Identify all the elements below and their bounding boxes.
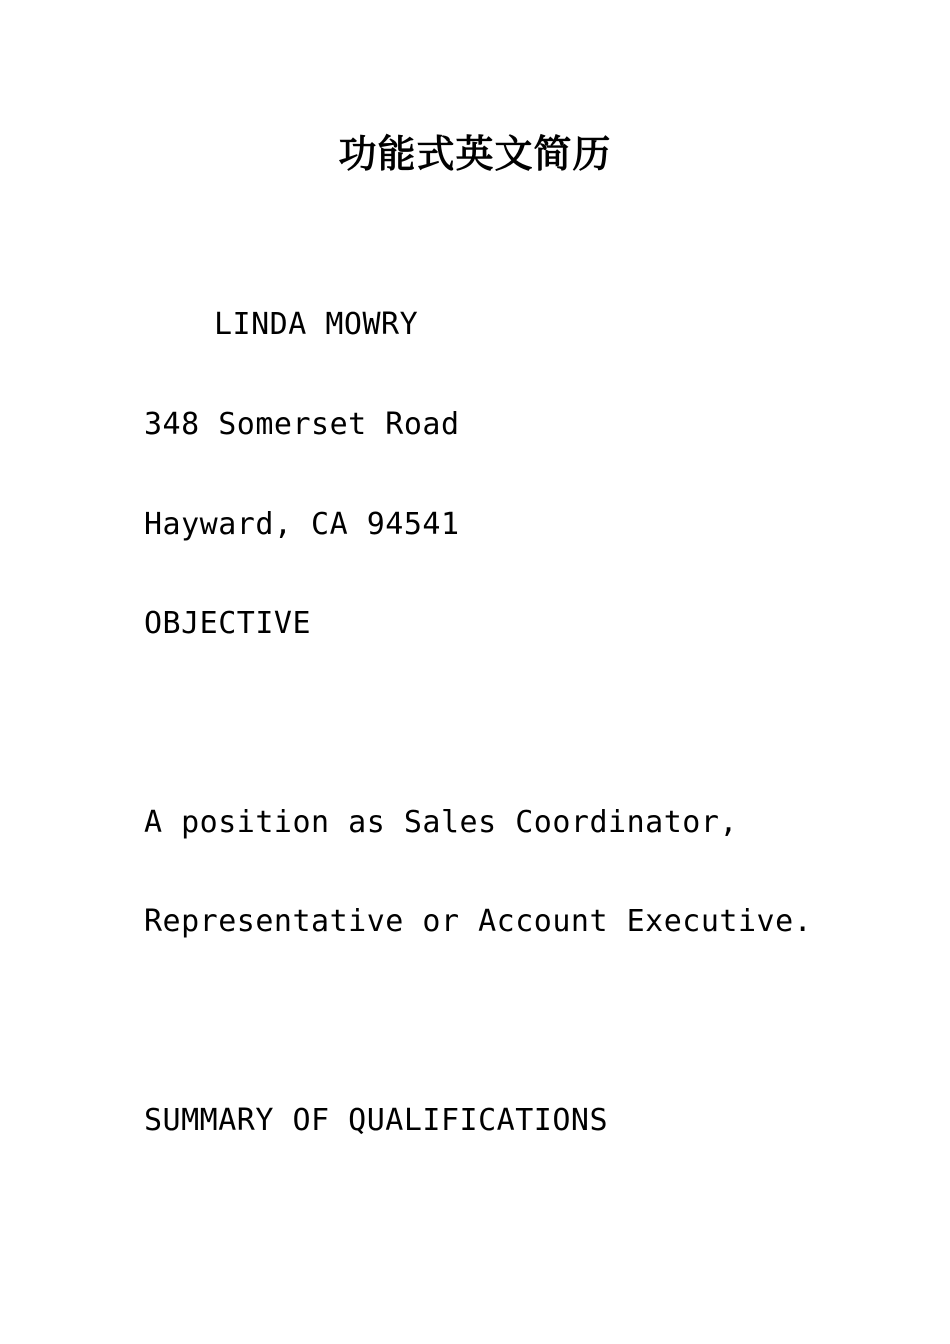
summary-heading: SUMMARY OF QUALIFICATIONS — [144, 1103, 609, 1138]
page-title: 功能式英文简历 — [338, 132, 612, 176]
objective-text-line-2: Representative or Account Executive. — [144, 904, 813, 939]
address-street: 348 Somerset Road — [144, 407, 460, 442]
applicant-name: LINDA MOWRY — [214, 307, 419, 342]
objective-text-line-1: A position as Sales Coordinator, — [144, 805, 738, 840]
objective-heading: OBJECTIVE — [144, 606, 312, 641]
address-city: Hayward, CA 94541 — [144, 507, 460, 542]
